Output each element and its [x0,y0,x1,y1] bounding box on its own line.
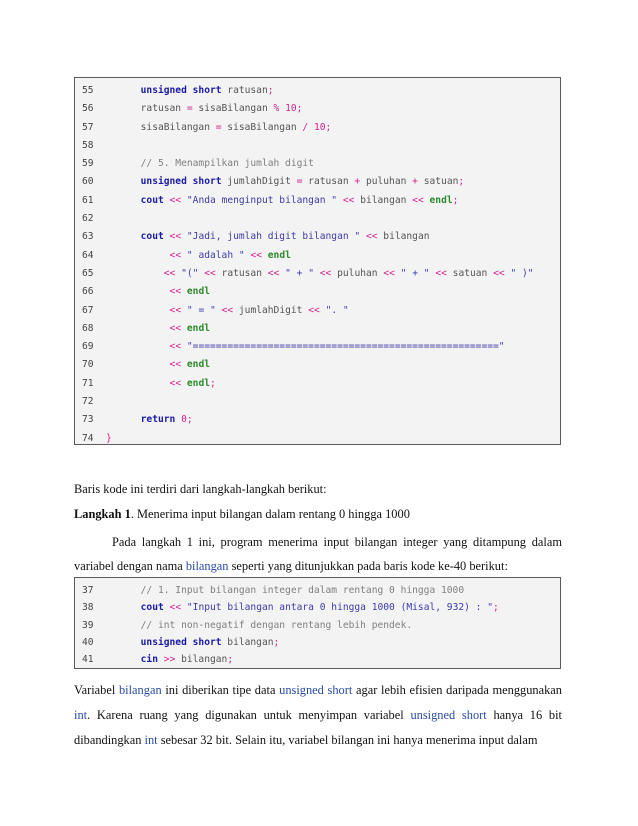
code-token: endl [186,377,210,389]
code-token: << [308,304,320,316]
code-token [106,378,170,389]
code-line [75,302,560,320]
code-token: // int non-negatif dengan rentang lebih pendek. [140,619,413,631]
line-number: 70 [82,359,94,371]
code-token: ratusan [106,103,187,115]
code-token: << [221,304,234,316]
code-line [75,155,560,173]
code-token: 10 [285,103,297,115]
code-token: endl [186,322,210,334]
code-token: << [169,304,182,316]
code-token [106,414,141,425]
code-text [106,634,279,651]
code-token: unsigned short [140,176,222,188]
code-token: jumlahDigit [221,176,297,188]
code-token: + [354,176,361,188]
code-token: << [204,267,216,279]
step-1-label: Langkah 1 [74,507,131,521]
paragraph-text: hanya 16 bit dibandingkan [74,708,562,747]
code-line [75,320,560,338]
code-token: << [169,602,182,614]
code-token: << [169,322,182,334]
code-token [106,250,170,261]
code-token: ". " [325,304,349,316]
code-text [106,599,499,616]
code-line [75,430,560,448]
code-token [106,268,164,279]
code-token: cout [140,231,164,243]
line-number: 68 [82,322,94,334]
code-token: << [169,359,182,371]
code-token: ; [325,121,332,133]
line-number: 74 [82,432,94,444]
code-line [75,375,560,393]
line-number: 60 [82,176,94,188]
code-token [106,231,141,242]
code-token: jumlahDigit [233,304,309,316]
code-text [106,617,412,634]
code-token: "Anda menginput bilangan " [186,194,338,206]
code-line [75,283,560,301]
code-token: endl [186,286,210,298]
code-text [106,155,314,173]
code-token: << [493,267,505,279]
code-token: endl [267,249,291,261]
code-token [106,654,141,665]
paragraph-text: seperti yang ditunjukkan pada baris kode ke-40 berikut: [228,559,508,573]
paragraph-text: . Karena ruang yang digunakan untuk menyimpan variabel [87,708,411,722]
code-token: " adalah " [186,249,245,261]
code-text [106,247,291,265]
code-line [75,173,560,191]
line-number: 55 [82,85,94,96]
code-token: // 5. Menampilkan jumlah digit [140,158,314,170]
line-number: 64 [82,249,94,261]
code-text [106,320,210,338]
code-text [106,356,210,374]
code-token: << [169,194,182,206]
code-token: << [163,267,176,279]
code-token: " )" [510,267,534,279]
code-token: ratusan [302,176,355,188]
line-number: 63 [82,231,94,243]
code-token: = [296,176,303,188]
paragraph-text: ini diberikan tipe data [161,683,280,697]
code-text [106,82,274,100]
code-token: sisaBilangan [221,121,303,133]
code-token: = [186,103,193,115]
code-token: << [169,286,182,298]
code-token: >> [163,654,176,666]
code-token [106,585,141,596]
code-token: " = " [186,304,216,316]
code-text [106,375,216,393]
code-token: cout [140,602,164,614]
line-number: 39 [82,619,94,631]
code-token: satuan [417,176,459,188]
code-token [106,620,141,631]
code-line [75,210,560,228]
code-token: // 1. Input bilangan integer dalam rentang 0 hingga 1000 [140,585,465,596]
line-number: 73 [82,414,94,426]
code-text [106,338,505,356]
code-token: / [302,121,309,133]
code-token [106,195,141,206]
type-name-highlight: int [74,708,88,722]
code-token: " + " [400,267,430,279]
line-number: 38 [82,602,94,614]
code-token: ; [452,194,459,206]
code-token [106,286,170,297]
code-token: bilangan [221,636,274,648]
line-number: 69 [82,341,94,353]
code-token: << [267,267,280,279]
code-token: << [412,194,424,206]
code-token: ; [296,103,303,115]
code-text [106,302,349,320]
type-name-highlight: int [144,733,158,747]
code-token: << [169,249,182,261]
code-token [106,602,141,613]
code-line [75,617,560,634]
code-text [106,119,331,137]
code-token: << [342,194,355,206]
line-number: 59 [82,158,94,170]
code-text [106,283,210,301]
line-number: 56 [82,103,94,115]
code-token: ; [458,176,465,188]
code-line [75,651,560,668]
code-text [106,411,193,429]
code-line [75,137,560,155]
code-token: " + " [285,267,314,279]
paragraph-text: Variabel [74,683,119,697]
code-token: cin [140,654,158,666]
code-token [106,359,170,370]
code-token: 10 [313,121,326,133]
code-token: << [365,231,378,243]
code-token: unsigned short [140,636,222,648]
variable-name-highlight: bilangan [118,683,162,697]
code-token: unsigned short [140,85,222,96]
code-line [75,82,560,100]
code-token: << [319,267,332,279]
code-line [75,265,560,283]
code-line [75,192,560,210]
code-token [106,305,170,316]
code-line [75,411,560,429]
code-token: ; [186,414,193,426]
code-text [106,430,112,448]
code-token: ; [227,654,234,666]
code-line [75,100,560,118]
code-token: << [435,267,447,279]
code-token: bilangan [377,231,430,243]
code-text [106,265,534,283]
line-number: 41 [82,654,94,666]
code-text [106,228,430,246]
code-block-lines-37-41 [74,577,561,669]
code-token: sisaBilangan [106,121,216,133]
code-line [75,599,560,616]
code-line [75,228,560,246]
code-token: endl [186,359,210,371]
code-token: << [169,231,182,243]
line-number: 71 [82,377,94,389]
line-number: 65 [82,267,94,279]
step-1-title: . Menerima input bilangan dalam rentang 0 hingga 1000 [130,507,410,521]
code-token: % [273,103,280,115]
code-block-lines-55-74 [74,77,561,445]
code-token: ; [273,636,280,648]
code-token: << [169,341,182,353]
code-token: ratusan [221,85,268,96]
code-line [75,582,560,599]
code-token: satuan [446,267,494,279]
code-token: bilangan [354,194,413,206]
code-line [75,338,560,356]
code-line [75,119,560,137]
type-name-highlight: unsigned short [410,708,487,722]
code-token [106,85,141,96]
code-token: ; [267,85,274,96]
code-line [75,247,560,265]
code-token: ratusan [215,267,268,279]
code-text [106,192,458,210]
code-token: ; [493,602,499,614]
line-number: 66 [82,286,94,298]
code-token: "(" [181,267,199,279]
code-line [75,356,560,374]
code-token [106,341,170,352]
paragraph-text: Pada langkah 1 ini, program menerima input bilangan integer yang ditampung dalam variabel dengan nama [74,535,562,573]
code-token: bilangan [175,654,228,666]
paragraph-data-type [74,678,562,753]
code-token: << [250,249,262,261]
code-line [75,634,560,651]
line-number: 58 [82,139,94,151]
paragraph-text: sebesar 32 bit. Selain itu, variabel bilangan ini hanya menerima input dalam [157,733,538,747]
code-text [106,651,233,668]
code-text [106,100,302,118]
code-token: << [169,377,182,389]
intro-text: Baris kode ini terdiri dari langkah-langkah berikut: [74,482,327,496]
code-token: endl [429,194,453,206]
code-token: } [106,432,112,444]
code-token: 0 [181,414,187,426]
code-token: "=====================================================" [186,341,505,353]
code-token: ; [210,377,216,389]
code-token [106,158,141,169]
code-token: puluhan [360,176,413,188]
code-token [106,637,141,648]
code-token: << [383,267,395,279]
code-token [106,323,170,334]
line-number: 57 [82,121,94,133]
code-token: + [412,176,418,188]
code-token: "Jadi, jumlah digit bilangan " [186,231,361,243]
line-number: 37 [82,585,94,596]
line-number: 40 [82,636,94,648]
variable-name-highlight: bilangan [185,559,229,573]
line-number: 62 [82,213,94,225]
code-token: = [215,121,222,133]
code-text [106,582,464,599]
code-token: cout [140,194,164,206]
paragraph-step-1 [74,530,562,578]
code-line [75,393,560,411]
line-number: 72 [82,396,94,408]
line-number: 67 [82,304,94,316]
code-token: return [140,414,176,426]
code-token: sisaBilangan [192,103,274,115]
code-token [106,176,141,187]
paragraph-text: agar lebih efisien daripada menggunakan [352,683,562,697]
type-name-highlight: unsigned short [279,683,353,697]
code-token: puluhan [331,267,384,279]
code-text [106,173,464,191]
code-token: "Input bilangan antara 0 hingga 1000 (Misal, 932) : " [186,602,494,614]
line-number: 61 [82,194,94,206]
step-1-heading [74,507,562,522]
